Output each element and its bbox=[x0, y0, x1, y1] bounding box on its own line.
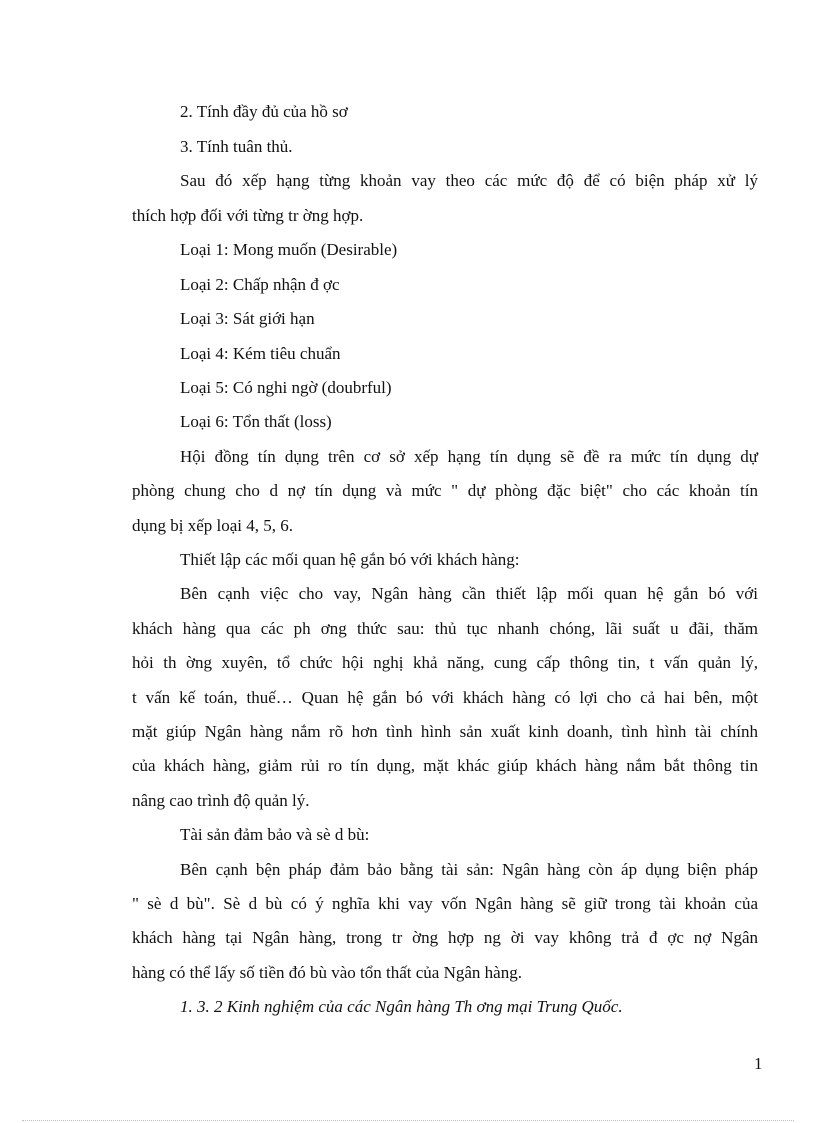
paragraph-line: hỏi th ờng xuyên, tổ chức hội nghị khả năng, cung cấp thông tin, t vấn quản lý, bbox=[132, 653, 758, 672]
paragraph-line: " sè d bù". Sè d bù có ý nghĩa khi vay vốn Ngân hàng sẽ giữ trong tài khoản của bbox=[132, 894, 758, 913]
loan-category-2: Loại 2: Chấp nhận đ ợc bbox=[180, 275, 340, 294]
paragraph-line: mặt giúp Ngân hàng nắm rõ hơn tình hình sản xuất kinh doanh, tình hình tài chính bbox=[132, 722, 758, 741]
paragraph-line: khách hàng qua các ph ơng thức sau: thủ tục nhanh chóng, lãi suất u đãi, thăm bbox=[132, 619, 758, 638]
section-heading: Thiết lập các mối quan hệ gắn bó với khách hàng: bbox=[180, 550, 520, 569]
paragraph-line: của khách hàng, giảm rủi ro tín dụng, mặt khác giúp khách hàng nắm bắt thông tin bbox=[132, 756, 758, 775]
paragraph-line: khách hàng tại Ngân hàng, trong tr ờng hợp ng ời vay không trả đ ợc nợ Ngân bbox=[132, 928, 758, 947]
paragraph-line: nâng cao trình độ quản lý. bbox=[132, 791, 310, 810]
paragraph-line: Hội đồng tín dụng trên cơ sở xếp hạng tín dụng sẽ đề ra mức tín dụng dự bbox=[180, 447, 758, 466]
list-item-compliance: 3. Tính tuân thủ. bbox=[180, 137, 293, 156]
footer-divider bbox=[22, 1120, 794, 1121]
paragraph-line: Bên cạnh việc cho vay, Ngân hàng cần thiết lập mối quan hệ gắn bó với bbox=[180, 584, 758, 603]
paragraph-line: hàng có thể lấy số tiền đó bù vào tổn thất của Ngân hàng. bbox=[132, 963, 522, 982]
list-item-completeness: 2. Tính đầy đủ của hồ sơ bbox=[180, 102, 348, 121]
paragraph-line: t vấn kế toán, thuế… Quan hệ gắn bó với khách hàng có lợi cho cả hai bên, một bbox=[132, 688, 758, 707]
loan-category-4: Loại 4: Kém tiêu chuẩn bbox=[180, 344, 341, 363]
loan-category-1: Loại 1: Mong muốn (Desirable) bbox=[180, 240, 398, 259]
section-heading: Tài sản đảm bảo và sè d bù: bbox=[180, 825, 370, 844]
subsection-heading: 1. 3. 2 Kinh nghiệm của các Ngân hàng Th ơng mại Trung Quốc. bbox=[180, 997, 623, 1016]
paragraph-line: dụng bị xếp loại 4, 5, 6. bbox=[132, 516, 294, 535]
page-number: 1 bbox=[754, 1054, 763, 1073]
loan-category-3: Loại 3: Sát giới hạn bbox=[180, 309, 315, 328]
loan-category-5: Loại 5: Có nghi ngờ (doubrful) bbox=[180, 378, 392, 397]
paragraph-line: Sau đó xếp hạng từng khoản vay theo các mức độ để có biện pháp xử lý bbox=[180, 171, 758, 190]
paragraph-line: Bên cạnh bện pháp đảm bảo bằng tài sản: Ngân hàng còn áp dụng biện pháp bbox=[180, 860, 758, 879]
paragraph-line: phòng chung cho d nợ tín dụng và mức " dự phòng đặc biệt" cho các khoản tín bbox=[132, 481, 758, 500]
loan-category-6: Loại 6: Tổn thất (loss) bbox=[180, 412, 332, 431]
paragraph-line: thích hợp đối với từng tr ờng hợp. bbox=[132, 206, 364, 225]
